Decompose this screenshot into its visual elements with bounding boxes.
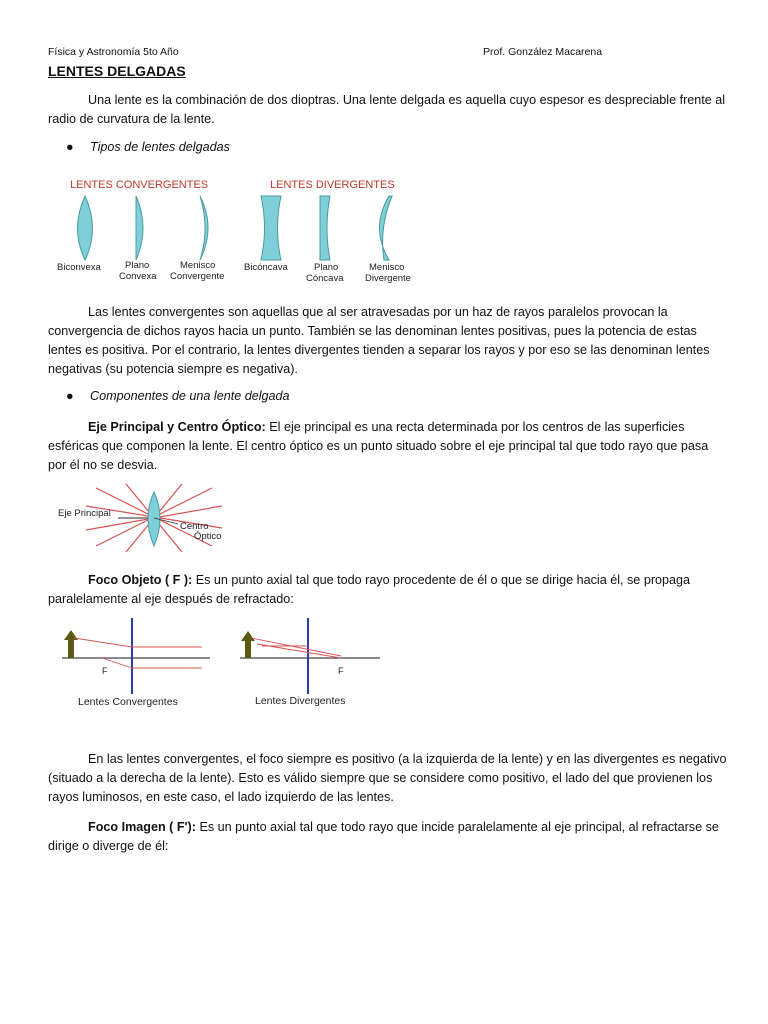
biconvex-lens (78, 196, 93, 260)
caption-div: Lentes Divergentes (255, 695, 346, 707)
eje-paragraph (48, 418, 728, 475)
label-biconcava: Bicóncava (244, 262, 288, 273)
lens-types-figure (52, 174, 427, 290)
intro-paragraph (48, 91, 728, 129)
header-left: Física y Astronomía 5to Año (48, 46, 179, 58)
header-right: Prof. González Macarena (483, 46, 603, 58)
label-plano-concava-1: Plano (314, 262, 339, 273)
label-plano-convexa-1: Plano (125, 260, 150, 271)
page-title: LENTES DELGADAS (48, 63, 186, 79)
label-plano-concava-2: Cóncava (306, 273, 344, 284)
eje-principal-label: Eje Principal (58, 508, 111, 519)
centro-label: Centro (180, 521, 209, 532)
bullet-dot: ● (66, 389, 74, 403)
bullet-dot: ● (66, 140, 74, 154)
bullet-components-text: Componentes de una lente delgada (90, 389, 290, 403)
caption-conv: Lentes Convergentes (78, 696, 178, 708)
intro-text: Una lente es la combinación de dos dioptras. Una lente delgada es aquella cuyo espesor es despreciable frente al radio de curvatura de la lente. (48, 93, 726, 126)
eje-label: Eje Principal y Centro Óptico: (88, 420, 266, 434)
f-label-div: F (338, 666, 344, 676)
foco-imagen-paragraph (48, 818, 728, 856)
label-menisco-conv-1: Menisco (180, 260, 216, 271)
foco-sign-paragraph (48, 750, 728, 807)
object-arrow-conv (68, 639, 74, 658)
convergent-title: LENTES CONVERGENTES (70, 179, 209, 191)
bullet-types-text: Tipos de lentes delgadas (90, 140, 230, 154)
biconcave-lens (261, 196, 281, 260)
label-menisco-div-1: Menisco (369, 262, 405, 273)
foco-objeto-paragraph (48, 571, 728, 609)
foco-objeto-text: Es un punto axial tal que todo rayo procedente de él o que se dirige hacia él, se propaga paralelamente al eje después de refractado: (48, 573, 691, 606)
plano-convex-lens (136, 196, 143, 260)
foco-imagen-label: Foco Imagen ( F'): (88, 820, 196, 834)
label-plano-convexa-2: Convexa (119, 271, 157, 282)
converging-text: Las lentes convergentes son aquellas que al ser atravesadas por un haz de rayos paralelos provocan la convergencia de dichos rayos hacia un punto. También se las denominan lentes positivas, pues la potencia de estas lentes es positiva. Por el contrario, la lentes divergentes tienden a separar los rayos y por eso se las denominan lentes negativas (su potencia siempre es negativa). (48, 305, 710, 376)
object-focus-figure (62, 618, 387, 712)
plano-concave-lens (320, 196, 330, 260)
eje-text: El eje principal es una recta determinada por los centros de las superficies esféricas que componen la lente. El centro óptico es un punto situado sobre el eje principal tal que todo rayo que pasa por él no se desvia. (48, 420, 709, 472)
label-biconvexa: Biconvexa (57, 262, 101, 273)
divergent-title: LENTES DIVERGENTES (270, 179, 395, 191)
bullet-types (66, 140, 230, 154)
foco-sign-text: En las lentes convergentes, el foco siempre es positivo (a la izquierda de la lente) y en las divergentes es negativo (situado a la derecha de la lente). Esto es válido siempre que se considere como positivo, el lado del que provienen los rayos luminosos, en este caso, el lado izquierdo de las lentes. (48, 752, 727, 804)
meniscus-convergent-lens (200, 196, 208, 260)
converging-paragraph (48, 303, 728, 379)
foco-objeto-label: Foco Objeto ( F ): (88, 573, 193, 587)
label-menisco-div-2: Divergente (365, 273, 411, 284)
meniscus-divergent-lens (380, 196, 393, 260)
foco-imagen-text: Es un punto axial tal que todo rayo que incide paralelamente al eje principal, al refractarse se dirige o diverge de él: (48, 820, 719, 853)
bullet-components (66, 389, 290, 403)
optico-label: Óptico (194, 531, 222, 542)
object-arrowhead-div (241, 631, 255, 641)
f-label-conv: F (102, 666, 108, 676)
object-arrow-div (245, 640, 251, 658)
label-menisco-conv-2: Convergente (170, 271, 225, 282)
principal-axis-figure (56, 484, 246, 556)
